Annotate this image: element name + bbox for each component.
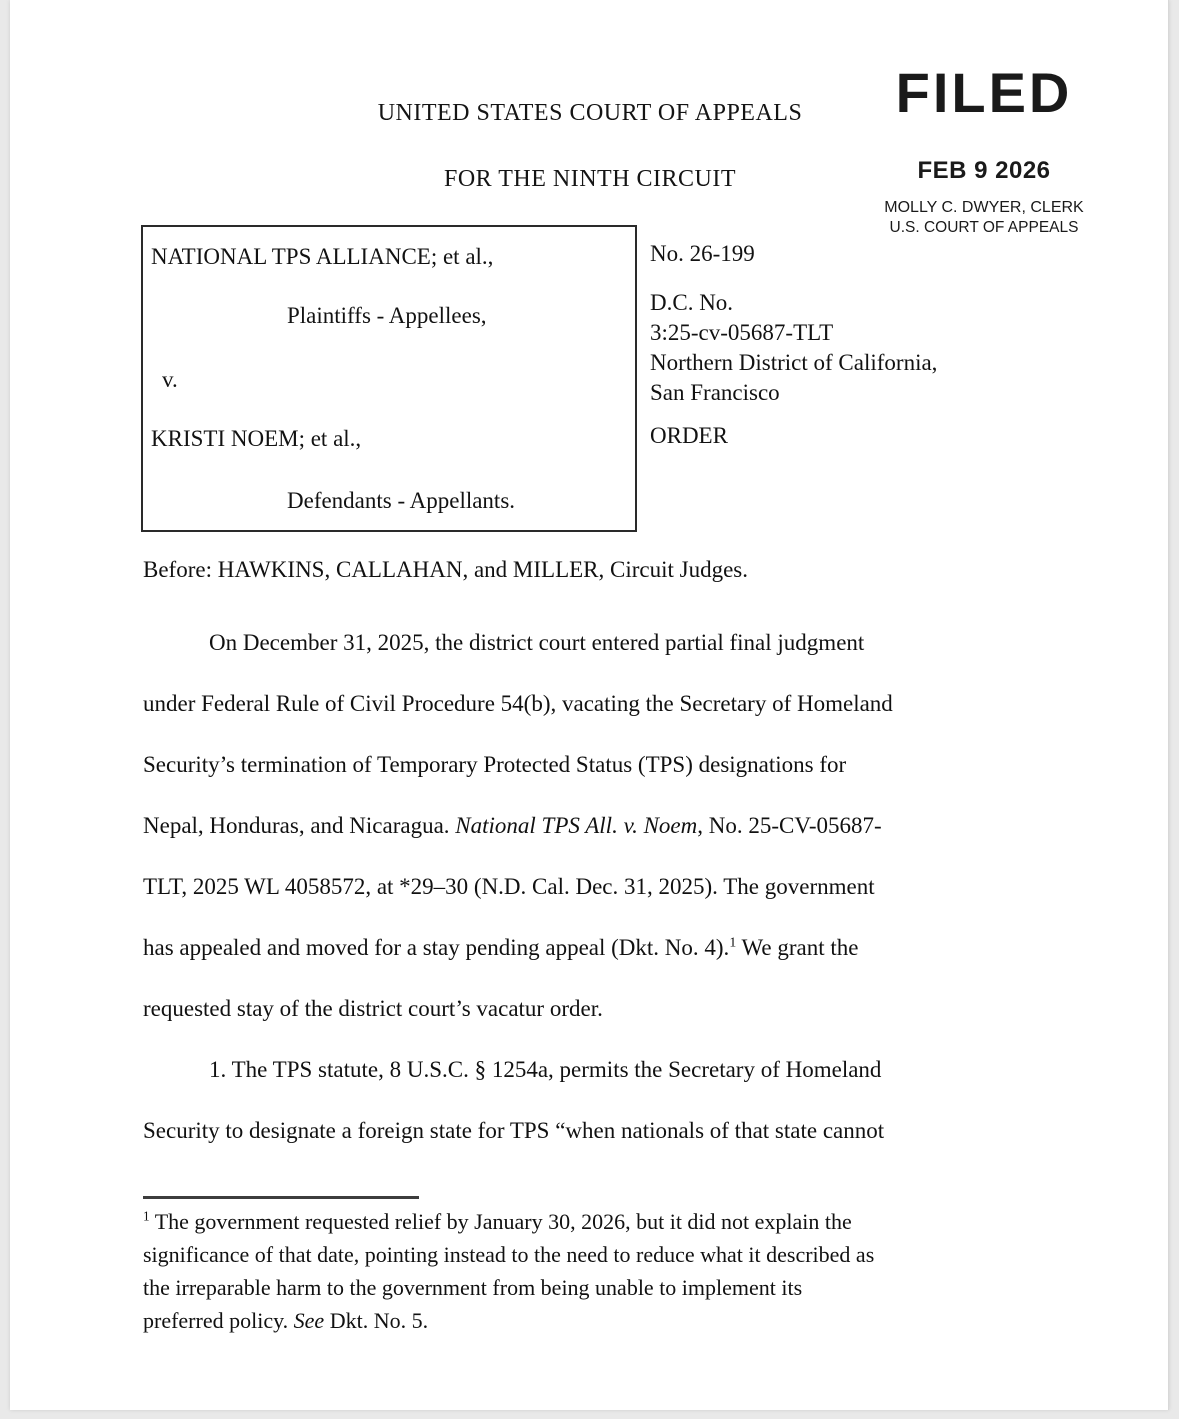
district-court-info: [650, 288, 937, 408]
body-text-line: [143, 795, 1043, 856]
district-name: Northern District of California,: [650, 350, 938, 375]
text-segment: 1: [143, 1208, 150, 1224]
text-segment: preferred policy.: [143, 1308, 294, 1333]
dc-number: 3:25-cv-05687-TLT: [650, 320, 834, 345]
body-text-line: [143, 978, 1043, 1039]
text-segment: The government requested relief by January 30, 2026, but it did not explain the: [149, 1209, 852, 1234]
versus-label: v.: [162, 367, 178, 392]
text-segment: Security’s termination of Temporary Protected Status (TPS) designations for: [143, 752, 847, 777]
text-segment: the irreparable harm to the government from being unable to implement its: [143, 1275, 803, 1300]
court-name-line2: FOR THE NINTH CIRCUIT: [443, 166, 737, 192]
body-text-line: [143, 1039, 1043, 1100]
plaintiff-role: Plaintiffs - Appellees,: [287, 303, 487, 328]
footnote-text-line: [143, 1238, 1053, 1271]
defendant-role: Defendants - Appellants.: [287, 488, 516, 513]
case-caption-box: [141, 225, 637, 532]
defendant-name: KRISTI NOEM; et al.,: [151, 426, 362, 451]
order-body-text: [143, 612, 1043, 1161]
filed-stamp-label: FILED: [895, 61, 1073, 124]
district-city: San Francisco: [650, 380, 780, 405]
panel-judges-line: Before: HAWKINS, CALLAHAN, and MILLER, Circuit Judges.: [143, 557, 749, 582]
filed-stamp-date: FEB 9 2026: [917, 157, 1051, 184]
text-segment: 1. The TPS statute, 8 U.S.C. § 1254a, permits the Secretary of Homeland: [209, 1057, 882, 1082]
text-segment: See: [293, 1308, 325, 1333]
dc-number-label: D.C. No.: [650, 290, 734, 315]
footnote-text-line: [143, 1304, 1053, 1337]
body-text-line: [143, 673, 1043, 734]
clerk-name: MOLLY C. DWYER, CLERK: [884, 199, 1084, 216]
body-text-line: [143, 1100, 1043, 1161]
text-segment: , No. 25-CV-05687-: [697, 813, 882, 838]
text-segment: Nepal, Honduras, and Nicaragua.: [143, 813, 456, 838]
footnote-text: [143, 1205, 1053, 1337]
body-text-line: [143, 856, 1043, 917]
body-text-line: [143, 917, 1043, 978]
footnote-separator: [143, 1196, 419, 1199]
text-segment: TLT, 2025 WL 4058572, at *29–30 (N.D. Cal. Dec. 31, 2025). The government: [143, 874, 875, 899]
text-segment: significance of that date, pointing instead to the need to reduce what it described as: [143, 1242, 875, 1267]
body-text-line: [143, 612, 1043, 673]
appeal-number: No. 26-199: [650, 241, 755, 266]
body-text-line: [143, 734, 1043, 795]
text-segment: National TPS All. v. Noem: [455, 813, 698, 838]
text-segment: Dkt. No. 5.: [324, 1308, 429, 1333]
text-segment: requested stay of the district court’s vacatur order.: [143, 996, 603, 1021]
text-segment: On December 31, 2025, the district court entered partial final judgment: [209, 630, 865, 655]
clerk-office: U.S. COURT OF APPEALS: [889, 219, 1079, 236]
footnote-text-line: [143, 1271, 1053, 1304]
text-segment: 1: [729, 934, 737, 950]
document-type-label: ORDER: [650, 423, 728, 448]
text-segment: has appealed and moved for a stay pending appeal (Dkt. No. 4).: [143, 935, 730, 960]
text-segment: under Federal Rule of Civil Procedure 54(b), vacating the Secretary of Homeland: [143, 691, 893, 716]
text-segment: We grant the: [736, 935, 859, 960]
plaintiff-name: NATIONAL TPS ALLIANCE; et al.,: [151, 244, 494, 269]
text-segment: Security to designate a foreign state for TPS “when nationals of that state cannot: [143, 1118, 885, 1143]
court-name-line1: UNITED STATES COURT OF APPEALS: [377, 100, 803, 126]
footnote-text-line: [143, 1205, 1053, 1238]
